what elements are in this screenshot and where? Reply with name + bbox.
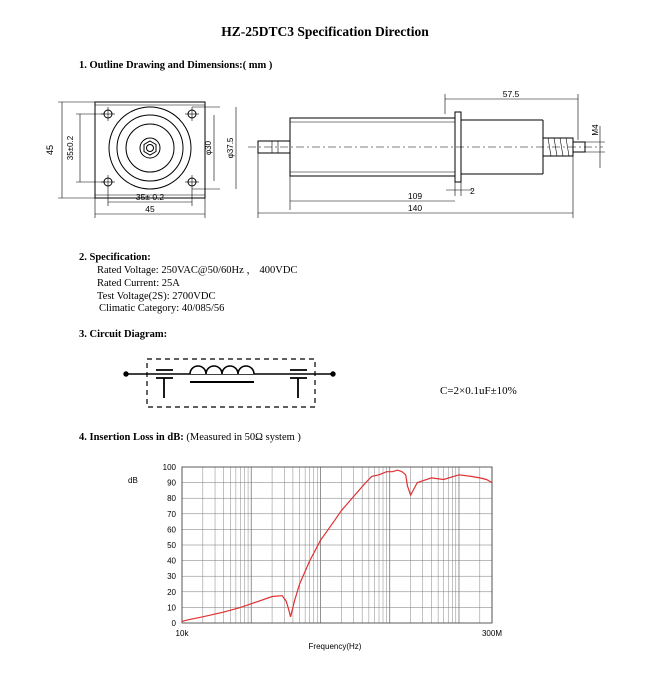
dim-w45: 45 <box>145 204 155 214</box>
chart-x-label: Frequency(Hz) <box>308 642 362 651</box>
chart-y-tick-label: 60 <box>167 525 176 535</box>
chart-y-tick-label: 30 <box>167 572 176 582</box>
spec-rated-voltage: Rated Voltage: 250VAC@50/60Hz ， 400VDC <box>97 265 298 276</box>
dim-phi30: φ30 <box>204 140 213 156</box>
section1-heading: 1. Outline Drawing and Dimensions:( mm ) <box>79 60 273 71</box>
spec-rated-current: Rated Current: 25A <box>97 277 180 289</box>
capacitance-value: C=2×0.1uF±10% <box>440 385 517 397</box>
dim-h35: 35±0.2 <box>66 135 75 161</box>
chart-y-tick-label: 0 <box>171 619 176 628</box>
chart-y-tick-label: 90 <box>167 478 176 488</box>
chart-y-ticks <box>163 463 177 628</box>
chart-x-tick-300m: 300M <box>481 629 503 638</box>
section4-heading-rest: (Measured in 50Ω system ) <box>183 432 301 443</box>
dim-phi375: φ37.5 <box>226 137 235 159</box>
spec-test-voltage: Test Voltage(2S): 2700VDC <box>97 290 216 302</box>
spec-climatic-category: Climatic Category: 40/085/56 <box>99 303 225 315</box>
chart-y-tick-label: 10 <box>167 603 176 613</box>
section2-heading: 2. Specification: <box>79 252 151 263</box>
chart-y-tick-label: 100 <box>162 463 176 472</box>
chart-y-tick-label: 50 <box>167 541 176 550</box>
dim-w35: 35± 0.2 <box>135 192 165 202</box>
outline-side-view <box>248 86 613 222</box>
section4-heading <box>79 432 301 443</box>
chart-y-tick-label: 20 <box>167 587 176 597</box>
chart-grid <box>182 467 492 623</box>
dim-h45: 45 <box>45 144 55 156</box>
dim-m4: M4 <box>591 124 600 136</box>
chart-y-tick-label: 80 <box>167 494 176 504</box>
outline-front-view <box>40 88 240 224</box>
dim-140: 140 <box>407 203 423 213</box>
spec-list <box>97 265 297 316</box>
page-title: HZ-25DTC3 Specification Direction <box>221 24 429 39</box>
chart-y-tick-label: 40 <box>167 556 176 566</box>
chart-y-tick-label: 70 <box>167 509 176 519</box>
circuit-diagram <box>118 354 350 412</box>
insertion-loss-chart <box>120 455 520 655</box>
dim-575: 57.5 <box>502 89 520 99</box>
dim-2: 2 <box>470 186 475 196</box>
chart-y-label: dB <box>128 476 138 485</box>
dim-109: 109 <box>407 191 423 201</box>
section4-heading-bold: 4. Insertion Loss in dB: <box>79 432 184 443</box>
section3-heading: 3. Circuit Diagram: <box>79 329 168 340</box>
chart-series-insertion-loss <box>182 470 492 621</box>
chart-x-tick-10k: 10k <box>175 629 189 638</box>
